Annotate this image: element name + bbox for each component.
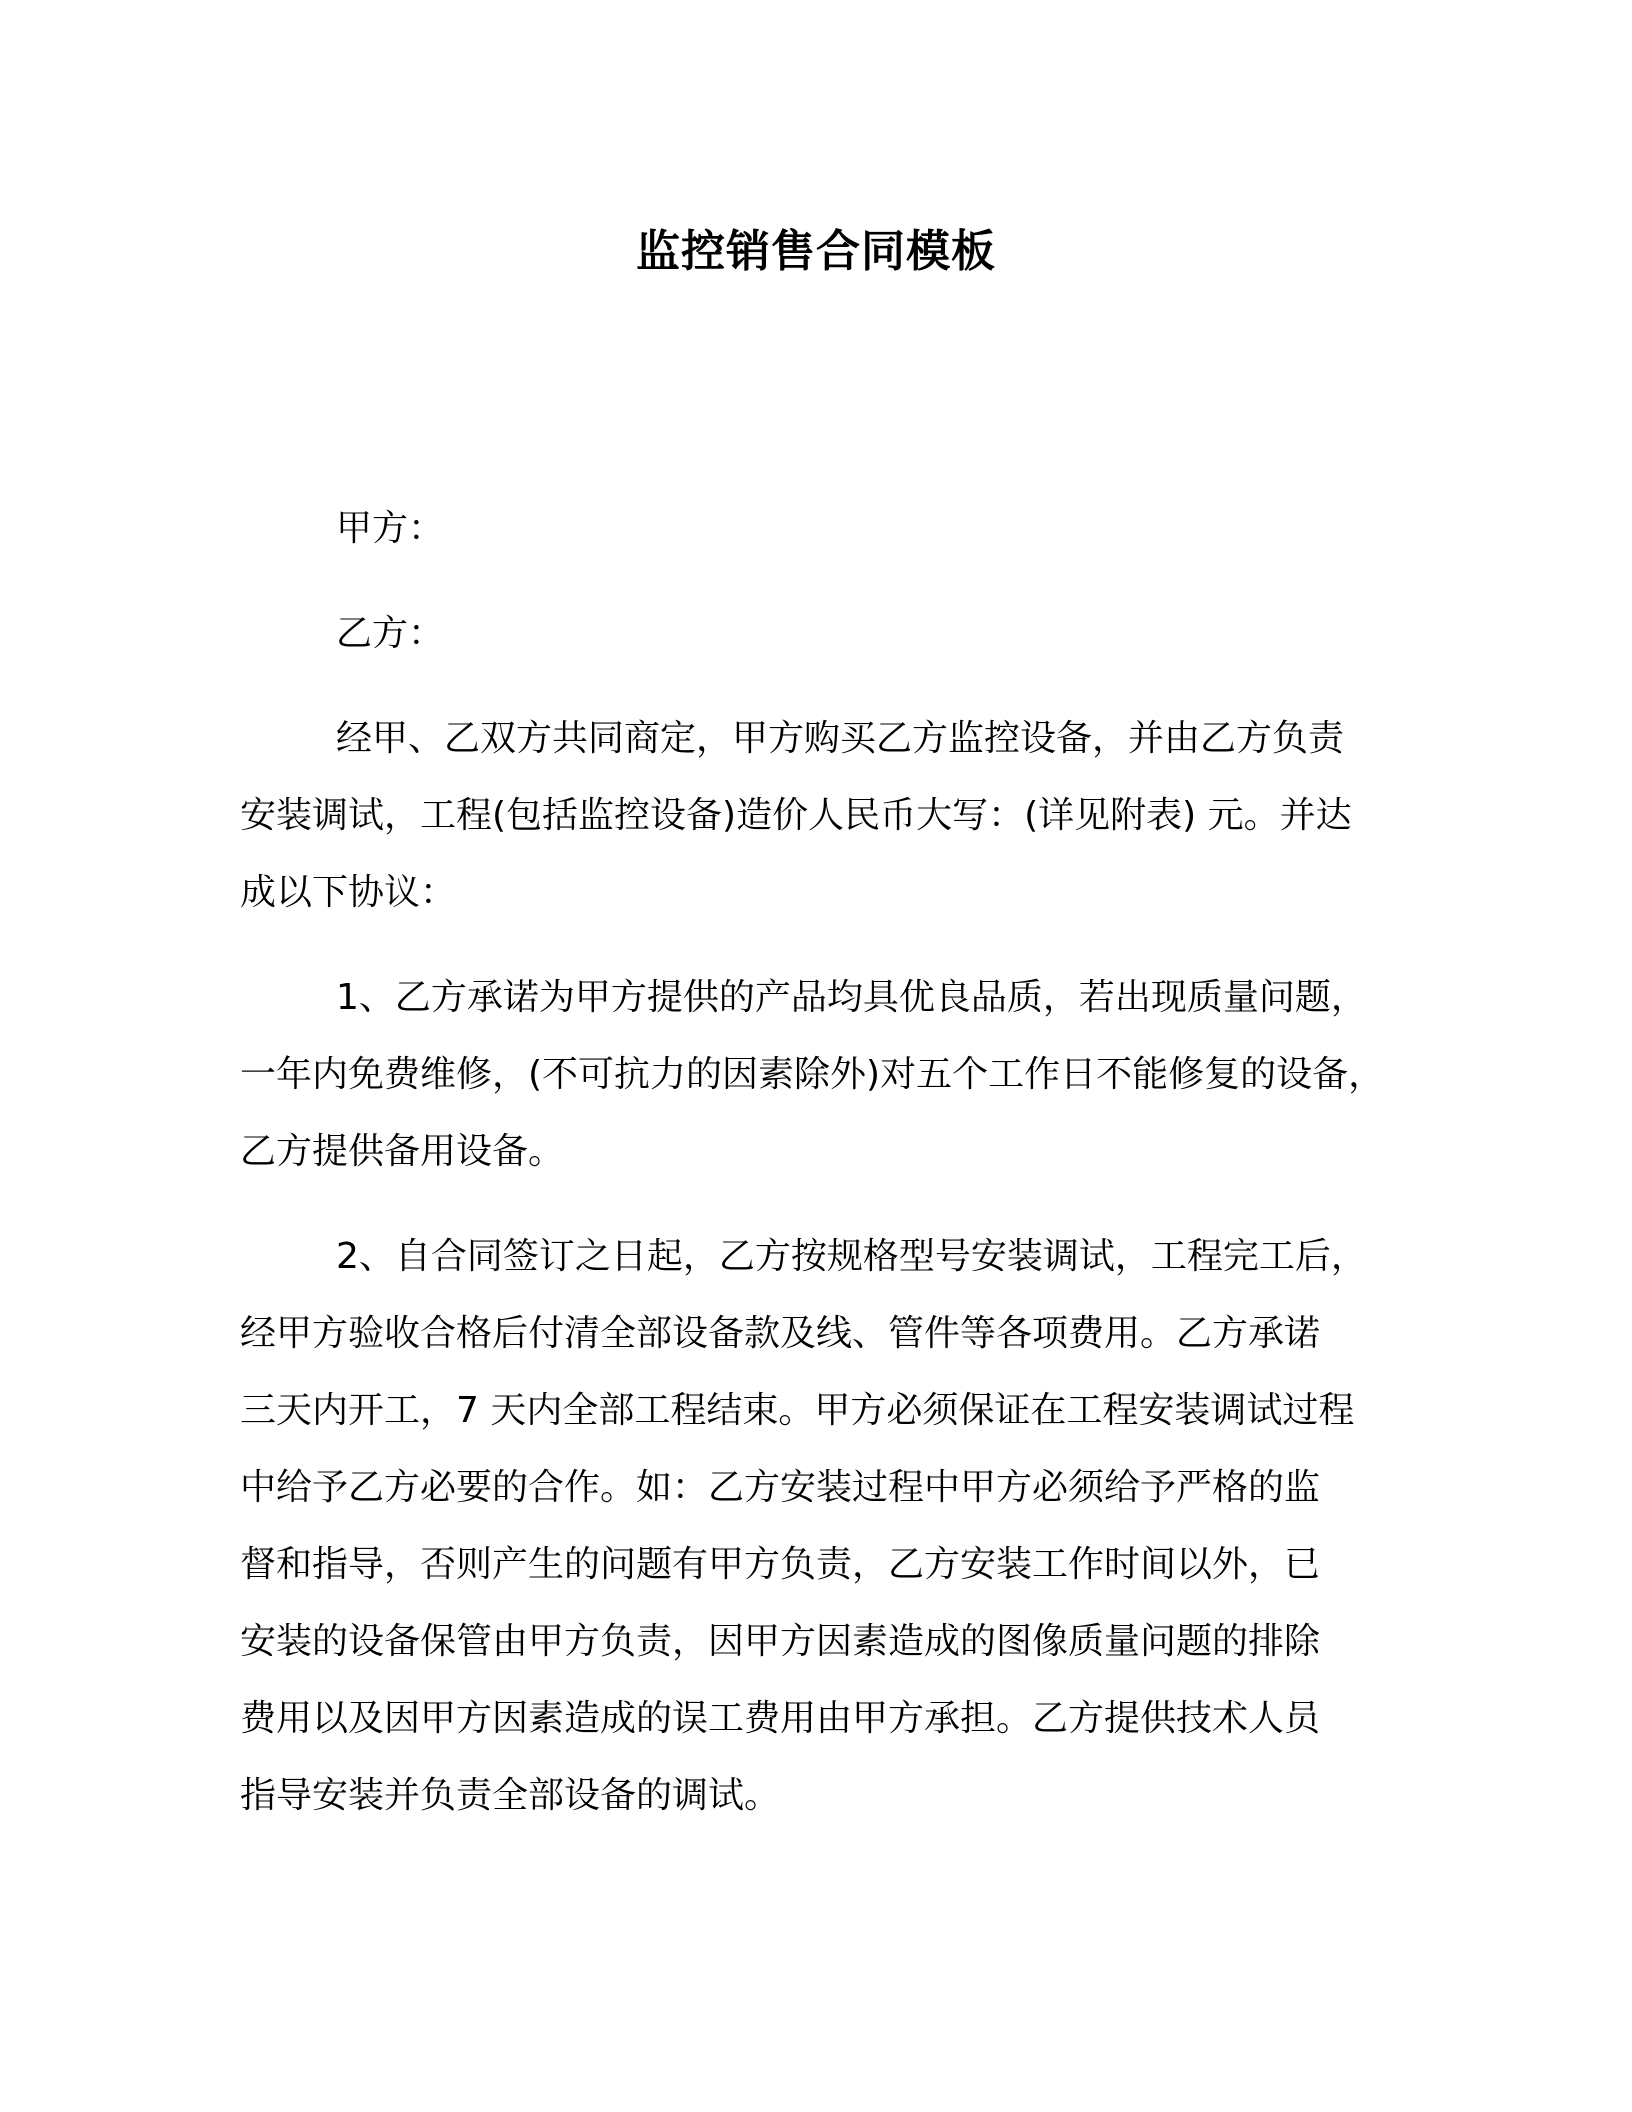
clause-2-line: 费用以及因甲方因素造成的误工费用由甲方承担。乙方提供技术人员 (240, 1698, 1321, 1739)
clause-2-line: 督和指导，否则产生的问题有甲方负责，乙方安装工作时间以外，已 (240, 1544, 1321, 1585)
document-title: 监控销售合同模板 (636, 226, 996, 277)
document-body (240, 490, 1412, 1862)
clause-2-line: 安装的设备保管由甲方负责，因甲方因素造成的图像质量问题的排除 (240, 1621, 1321, 1662)
clause-2-line: 三天内开工，7 天内全部工程结束。甲方必须保证在工程安装调试过程 (240, 1390, 1355, 1431)
intro-line: 成以下协议： (240, 872, 457, 913)
party-a-label: 甲方： (336, 508, 445, 549)
clause-1-line: 1、乙方承诺为甲方提供的产品均具优良品质，若出现质量问题， (336, 977, 1367, 1018)
intro-paragraph (240, 700, 1412, 931)
clause-2-line: 中给予乙方必要的合作。如：乙方安装过程中甲方必须给予严格的监 (240, 1467, 1321, 1508)
clause-1-line: 一年内免费维修，(不可抗力的因素除外)对五个工作日不能修复的设备， (240, 1054, 1385, 1095)
intro-line: 安装调试，工程(包括监控设备)造价人民币大写：(详见附表) 元。并达 (240, 795, 1352, 836)
clause-2-line: 指导安装并负责全部设备的调试。 (240, 1775, 781, 1816)
clause-2-line: 经甲方验收合格后付清全部设备款及线、管件等各项费用。乙方承诺 (240, 1313, 1321, 1354)
clause-1-paragraph (240, 959, 1412, 1190)
clause-2-paragraph (240, 1218, 1412, 1834)
clause-1-line: 乙方提供备用设备。 (240, 1131, 565, 1172)
intro-line: 经甲、乙双方共同商定，甲方购买乙方监控设备，并由乙方负责 (336, 718, 1345, 759)
party-b-label: 乙方： (336, 613, 445, 654)
clause-2-line: 2、自合同签订之日起，乙方按规格型号安装调试，工程完工后， (336, 1236, 1367, 1277)
